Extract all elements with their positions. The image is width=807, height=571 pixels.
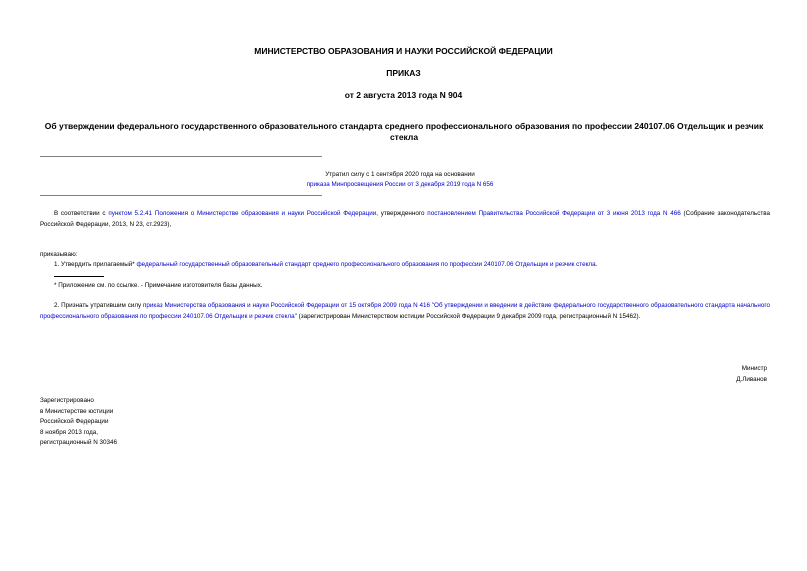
divider-bottom bbox=[40, 195, 322, 196]
order-word: приказываю: bbox=[40, 251, 78, 258]
status-note-link[interactable]: приказа Минпросвещения России от 3 декабря 2019 года N 656 bbox=[306, 181, 494, 188]
registration-block bbox=[40, 396, 117, 449]
registration-line-1: Зарегистрировано bbox=[40, 397, 94, 404]
item-1-paragraph bbox=[40, 260, 770, 271]
status-note bbox=[200, 170, 600, 190]
signature-block bbox=[736, 364, 767, 385]
ministry-heading: МИНИСТЕРСТВО ОБРАЗОВАНИЯ И НАУКИ РОССИЙСКОЙ ФЕДЕРАЦИИ bbox=[254, 46, 553, 56]
preamble-link-2[interactable]: постановлением Правительства Российской Федерации от 3 июня 2013 года N 466 bbox=[427, 210, 681, 217]
item-2-text: 2. Признать утратившим силу bbox=[54, 302, 143, 309]
preamble-link-1[interactable]: пунктом 5.2.41 Положения о Министерстве образования и науки Российской Федерации bbox=[108, 210, 377, 217]
preamble-paragraph bbox=[40, 209, 770, 230]
signature-position: Министр bbox=[741, 365, 767, 372]
date-number-heading: от 2 августа 2013 года N 904 bbox=[344, 90, 463, 100]
preamble-text-1: В соответствии с bbox=[54, 210, 109, 217]
signature-name: Д.Ливанов bbox=[736, 375, 767, 383]
preamble-text-2: , утвержденного bbox=[376, 210, 428, 217]
item-1-link[interactable]: федеральный государственный образовательный стандарт среднего профессионального образования по профессии 240107.06 Отдельщик и резчик стекла bbox=[136, 261, 596, 268]
item-2-paragraph bbox=[40, 301, 770, 322]
registration-line-4: 8 ноября 2013 года, bbox=[40, 428, 99, 436]
doc-type-heading: ПРИКАЗ bbox=[386, 68, 421, 78]
document-title: Об утверждении федерального государственного образовательного стандарта среднего профессионального образования по профессии 240107.06 Отдельщик и резчик стекла bbox=[44, 121, 764, 142]
status-note-text: Утратил силу с 1 сентября 2020 года на основании bbox=[325, 171, 475, 178]
item-1-text: 1. Утвердить прилагаемый* bbox=[54, 261, 137, 268]
registration-line-2: в Министерстве юстиции bbox=[40, 407, 114, 415]
item-2-end: (зарегистрирован Министерством юстиции Российской Федерации 9 декабря 2009 года, регистрационный N 15462). bbox=[296, 312, 641, 320]
registration-line-5: регистрационный N 30346 bbox=[40, 439, 118, 446]
registration-line-3: Российской Федерации bbox=[40, 418, 109, 425]
item-1-end: . bbox=[595, 261, 598, 268]
item-2-link[interactable]: приказ Министерства образования и науки Российской Федерации от 15 октября 2009 года N 416 "Об утверждении и введении в действие федерального государственного образовательного стандарта начального профессионального образования по профессии 240107.06 Отдельщик и резчик стекла" bbox=[40, 302, 770, 320]
footnote-divider bbox=[54, 276, 104, 277]
footnote: * Приложение см. по ссылке. - Примечание изготовителя базы данных. bbox=[54, 282, 263, 289]
preamble-text-3: (Собрание законодательства Российской Федерации, 2013, N 23, ст.2923), bbox=[40, 210, 770, 228]
divider-top bbox=[40, 156, 322, 157]
